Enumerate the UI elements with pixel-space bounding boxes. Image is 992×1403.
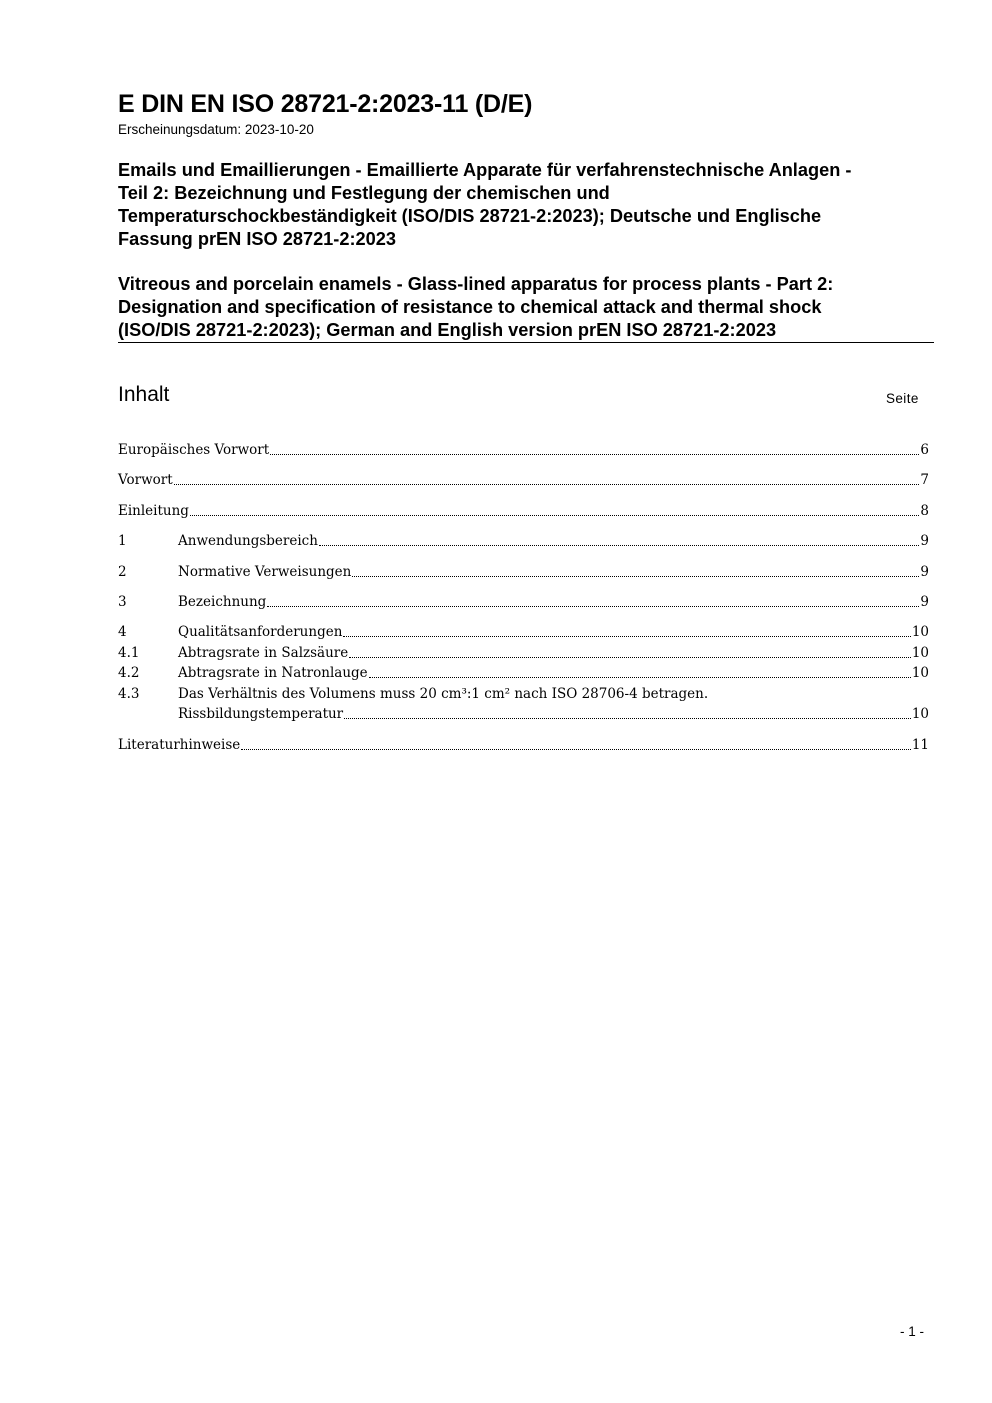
german-title-line: Teil 2: Bezeichnung und Festlegung der chemischen und bbox=[118, 183, 610, 203]
toc-entry-number: 4 bbox=[118, 624, 127, 640]
toc-entry-title: Vorwort bbox=[118, 472, 173, 488]
toc-leader bbox=[190, 515, 919, 516]
english-title bbox=[118, 273, 948, 342]
toc-heading: Inhalt bbox=[118, 383, 170, 406]
toc-leader bbox=[352, 576, 919, 577]
toc-entry-scope[interactable] bbox=[118, 531, 929, 551]
toc-entry-page: 9 bbox=[920, 564, 929, 580]
toc-entry-title: Europäisches Vorwort bbox=[118, 442, 270, 458]
toc-entry-foreword[interactable] bbox=[118, 470, 929, 490]
toc-entry-number: 3 bbox=[118, 594, 127, 610]
toc-entry-page: 9 bbox=[920, 594, 929, 610]
toc-entry-european-foreword[interactable] bbox=[118, 440, 929, 460]
toc-entry-title: Qualitätsanforderungen bbox=[178, 624, 343, 640]
toc-entry-number: 2 bbox=[118, 564, 127, 580]
toc-entry-title: Bezeichnung bbox=[178, 594, 267, 610]
toc-entry-page: 11 bbox=[911, 737, 929, 753]
german-title-line: Temperaturschockbeständigkeit (ISO/DIS 28721-2:2023); Deutsche und Englische bbox=[118, 206, 822, 226]
toc-leader bbox=[344, 718, 911, 719]
toc-leader bbox=[241, 749, 911, 750]
english-title-line: Vitreous and porcelain enamels - Glass-lined apparatus for process plants - Part 2: bbox=[118, 274, 834, 294]
toc-entry-normative-references[interactable] bbox=[118, 562, 929, 582]
toc-entry-designation[interactable] bbox=[118, 592, 929, 612]
toc-entry-page: 7 bbox=[920, 472, 929, 488]
toc-entry-quality-requirements[interactable] bbox=[118, 622, 929, 642]
toc-entry-number: 4.2 bbox=[118, 665, 140, 681]
toc-entry-bibliography[interactable] bbox=[118, 735, 929, 755]
german-title-line: Emails und Emaillierungen - Emaillierte Apparate für verfahrenstechnische Anlagen - bbox=[118, 160, 852, 180]
toc-leader bbox=[267, 606, 919, 607]
english-title-line: (ISO/DIS 28721-2:2023); German and English version prEN ISO 28721-2:2023 bbox=[118, 320, 777, 340]
toc-entry-number: 4.1 bbox=[118, 645, 140, 661]
toc-entry-title: Einleitung bbox=[118, 503, 189, 519]
toc-entry-page: 8 bbox=[920, 503, 929, 519]
toc-entry-hydrochloric-acid[interactable] bbox=[118, 643, 929, 663]
page-number: - 1 - bbox=[900, 1324, 925, 1339]
toc-entry-page: 9 bbox=[920, 533, 929, 549]
toc-entry-number: 4.3 bbox=[118, 686, 140, 702]
toc-leader bbox=[369, 677, 911, 678]
toc-leader bbox=[270, 454, 919, 455]
toc-leader bbox=[174, 484, 920, 485]
toc-entry-title: Normative Verweisungen bbox=[178, 564, 352, 580]
toc-entry-page: 10 bbox=[911, 665, 929, 681]
publication-date-label: Erscheinungsdatum: bbox=[118, 122, 242, 137]
toc-entry-page: 10 bbox=[911, 624, 929, 640]
toc-entry-sodium-hydroxide[interactable] bbox=[118, 663, 929, 683]
toc-entry-introduction[interactable] bbox=[118, 501, 929, 521]
toc-entry-title: Rissbildungstemperatur bbox=[178, 706, 344, 722]
toc-entry-page: 10 bbox=[911, 706, 929, 722]
toc-entry-title: Anwendungsbereich bbox=[178, 533, 318, 549]
publication-date bbox=[118, 122, 314, 137]
english-title-line: Designation and specification of resistance to chemical attack and thermal shock bbox=[118, 297, 822, 317]
toc-entry-number: 1 bbox=[118, 533, 127, 549]
german-title-line: Fassung prEN ISO 28721-2:2023 bbox=[118, 229, 396, 249]
toc-entry-title: Abtragsrate in Natronlauge bbox=[178, 665, 368, 681]
document-id: E DIN EN ISO 28721-2:2023-11 (D/E) bbox=[118, 90, 533, 118]
toc-leader bbox=[319, 545, 919, 546]
toc-leader bbox=[349, 657, 911, 658]
toc-page-label: Seite bbox=[886, 391, 919, 406]
toc-leader bbox=[343, 636, 910, 637]
toc-entry-page: 6 bbox=[920, 442, 929, 458]
title-divider bbox=[118, 342, 934, 343]
toc-entry-title: Literaturhinweise bbox=[118, 737, 241, 753]
toc-entry-title: Abtragsrate in Salzsäure bbox=[178, 645, 349, 661]
german-title bbox=[118, 159, 948, 251]
toc-entry-page: 10 bbox=[911, 645, 929, 661]
toc-entry-crack-temperature[interactable] bbox=[118, 704, 929, 724]
publication-date-value: 2023-10-20 bbox=[244, 122, 314, 137]
toc-entry-volume-ratio-line1[interactable]: Das Verhältnis des Volumens muss 20 cm³:1 cm² nach ISO 28706-4 betragen. bbox=[178, 686, 709, 702]
